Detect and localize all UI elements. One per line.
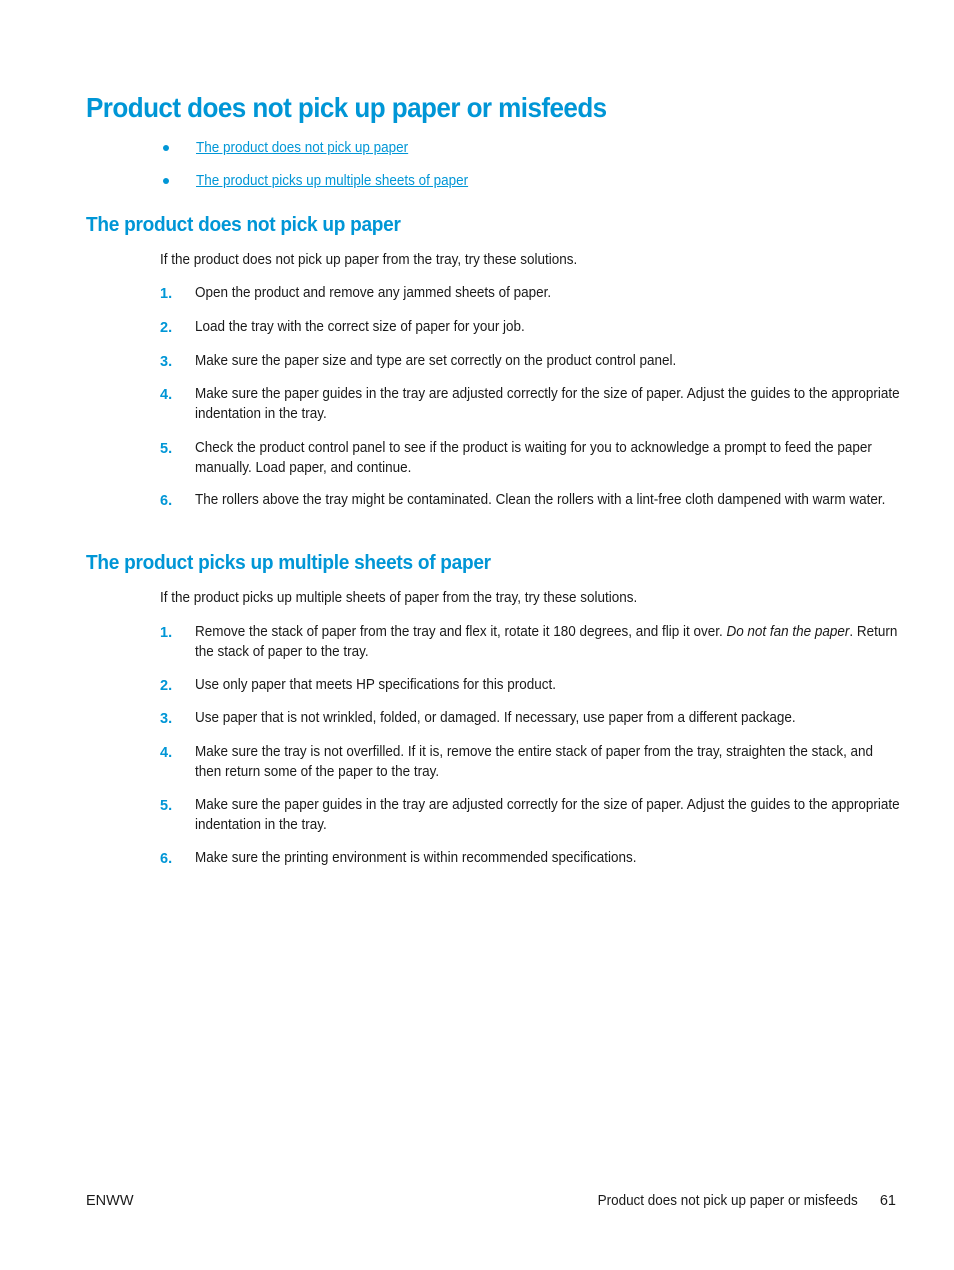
step-text: Make sure the paper size and type are set correctly on the product control panel. xyxy=(195,353,677,369)
footer-chapter-title: Product does not pick up paper or misfeeds xyxy=(597,1193,858,1209)
step-number: 6. xyxy=(160,493,173,509)
step-number: 3. xyxy=(160,711,173,727)
step-text-part: . Return the stack of paper to the tray. xyxy=(195,624,898,660)
step-text: Load the tray with the correct size of paper for your job. xyxy=(195,319,525,335)
step-number: 4. xyxy=(160,387,173,403)
step-number: 6. xyxy=(160,851,173,867)
footer-left: ENWW xyxy=(86,1193,134,1209)
link-multiple-sheets[interactable]: The product picks up multiple sheets of paper xyxy=(196,173,469,189)
link-item xyxy=(160,138,489,158)
step-text: Open the product and remove any jammed sheets of paper. xyxy=(195,285,552,301)
step-text: Use paper that is not wrinkled, folded, or damaged. If necessary, use paper from a different package. xyxy=(195,710,796,726)
step-text: Make sure the printing environment is within recommended specifications. xyxy=(195,850,637,866)
step-text: Make sure the paper guides in the tray are adjusted correctly for the size of paper. Adjust the guides to the appropriate indentation in the tray. xyxy=(195,386,900,422)
page-number: 61 xyxy=(879,1193,896,1209)
step-number: 2. xyxy=(160,320,173,336)
step-number: 1. xyxy=(160,625,173,641)
step-number: 3. xyxy=(160,354,173,370)
section-intro: If the product does not pick up paper from the tray, try these solutions. xyxy=(160,252,578,268)
step-text-part: Remove the stack of paper from the tray and flex it, rotate it 180 degrees, and flip it over. xyxy=(195,624,727,640)
bullet-icon xyxy=(163,178,169,184)
step-number: 5. xyxy=(160,441,173,457)
section-links xyxy=(160,138,489,204)
step-number: 2. xyxy=(160,678,173,694)
step-text-emphasis: Do not fan the paper xyxy=(726,624,850,640)
step-text xyxy=(195,623,900,662)
link-not-pick-up[interactable]: The product does not pick up paper xyxy=(196,140,409,156)
step-text: Check the product control panel to see if the product is waiting for you to acknowledge a prompt to feed the paper manually. Load paper, and continue. xyxy=(195,440,872,476)
step-text: Use only paper that meets HP specifications for this product. xyxy=(195,677,557,693)
step-text: Make sure the tray is not overfilled. If it is, remove the entire stack of paper from the tray, straighten the stack, and then return some of the paper to the tray. xyxy=(195,744,874,780)
step-text: Make sure the paper guides in the tray are adjusted correctly for the size of paper. Adjust the guides to the appropriate indentation in the tray. xyxy=(195,797,900,833)
page-title: Product does not pick up paper or misfeeds xyxy=(86,92,607,123)
step-number: 1. xyxy=(160,286,173,302)
step-text: The rollers above the tray might be contaminated. Clean the rollers with a lint-free cloth dampened with warm water. xyxy=(195,492,886,508)
step-number: 5. xyxy=(160,798,173,814)
section-heading-multiple-sheets: The product picks up multiple sheets of paper xyxy=(86,551,491,574)
section-heading-not-pick-up: The product does not pick up paper xyxy=(86,213,401,236)
step-number: 4. xyxy=(160,745,173,761)
bullet-icon xyxy=(163,145,169,151)
section-intro: If the product picks up multiple sheets of paper from the tray, try these solutions. xyxy=(160,590,638,606)
link-item xyxy=(160,171,489,191)
